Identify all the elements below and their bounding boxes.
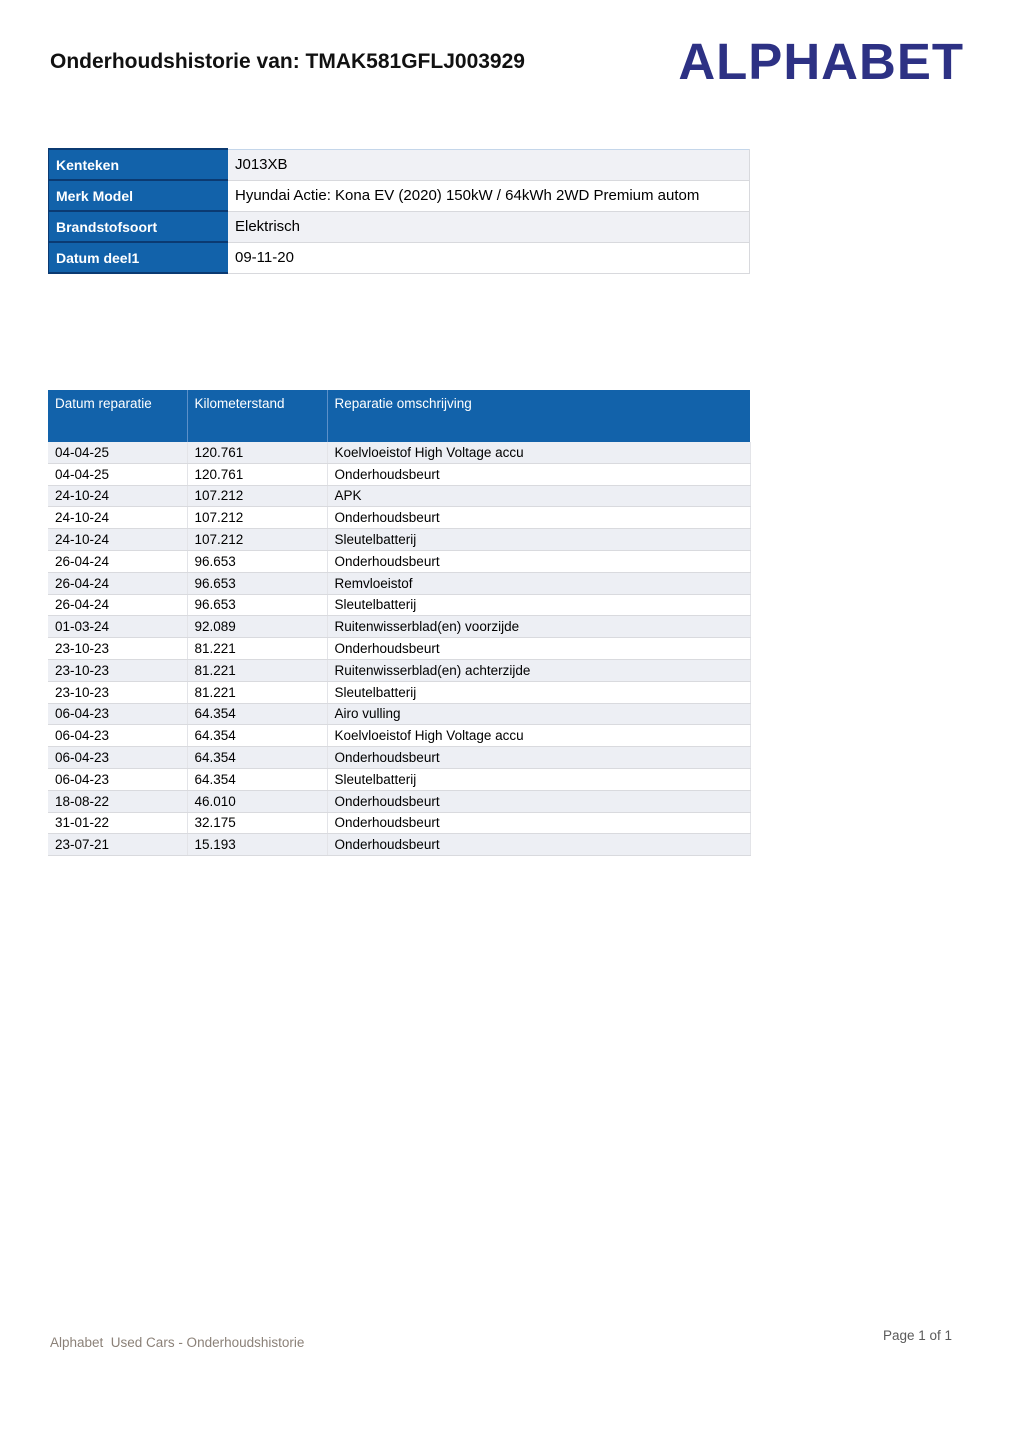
history-cell-description: Onderhoudsbeurt — [327, 463, 750, 485]
history-cell-description: Onderhoudsbeurt — [327, 507, 750, 529]
page-title: Onderhoudshistorie van: TMAK581GFLJ003929 — [50, 50, 525, 73]
history-cell-description: Onderhoudsbeurt — [327, 747, 750, 769]
history-cell-date: 31-01-22 — [48, 812, 187, 834]
history-row — [48, 507, 750, 529]
history-cell-date: 26-04-24 — [48, 572, 187, 594]
history-cell-date: 24-10-24 — [48, 507, 187, 529]
history-cell-date: 06-04-23 — [48, 725, 187, 747]
history-cell-km: 96.653 — [187, 594, 327, 616]
history-cell-date: 23-10-23 — [48, 659, 187, 681]
history-cell-description: Onderhoudsbeurt — [327, 790, 750, 812]
history-row — [48, 550, 750, 572]
history-cell-date: 24-10-24 — [48, 529, 187, 551]
history-cell-km: 64.354 — [187, 725, 327, 747]
info-label: Datum deel1 — [49, 242, 229, 273]
history-cell-description: Sleutelbatterij — [327, 768, 750, 790]
history-cell-description: Koelvloeistof High Voltage accu — [327, 442, 750, 463]
info-row — [49, 149, 750, 180]
history-cell-km: 64.354 — [187, 747, 327, 769]
info-row — [49, 211, 750, 242]
info-label: Merk Model — [49, 180, 229, 211]
info-value: Hyundai Actie: Kona EV (2020) 150kW / 64kWh 2WD Premium autom — [228, 180, 750, 211]
history-row — [48, 768, 750, 790]
history-column-header: Reparatie omschrijving — [327, 390, 750, 442]
history-cell-km: 107.212 — [187, 529, 327, 551]
footer-document-name: Alphabet Used Cars - Onderhoudshistorie — [50, 1335, 305, 1350]
info-value: 09-11-20 — [228, 242, 750, 273]
history-cell-date: 04-04-25 — [48, 463, 187, 485]
info-row — [49, 180, 750, 211]
history-row — [48, 747, 750, 769]
history-cell-km: 107.212 — [187, 485, 327, 507]
history-cell-description: Remvloeistof — [327, 572, 750, 594]
footer-page-number: Page 1 of 1 — [882, 1328, 952, 1343]
history-cell-km: 120.761 — [187, 442, 327, 463]
history-cell-km: 96.653 — [187, 550, 327, 572]
history-cell-date: 04-04-25 — [48, 442, 187, 463]
history-cell-km: 81.221 — [187, 681, 327, 703]
history-cell-date: 23-10-23 — [48, 681, 187, 703]
history-cell-description: Onderhoudsbeurt — [327, 812, 750, 834]
info-value: Elektrisch — [228, 211, 750, 242]
history-cell-km: 64.354 — [187, 768, 327, 790]
info-row — [49, 242, 750, 273]
history-cell-description: Koelvloeistof High Voltage accu — [327, 725, 750, 747]
history-cell-km: 46.010 — [187, 790, 327, 812]
alphabet-logo: ALPHABET — [678, 33, 964, 90]
history-cell-description: APK — [327, 485, 750, 507]
vehicle-info-table — [48, 148, 750, 274]
history-cell-km: 64.354 — [187, 703, 327, 725]
history-column-header: Datum reparatie — [48, 390, 187, 442]
history-cell-description: Onderhoudsbeurt — [327, 550, 750, 572]
maintenance-history-table — [48, 390, 751, 856]
history-row — [48, 594, 750, 616]
history-row — [48, 834, 750, 856]
history-column-header: Kilometerstand — [187, 390, 327, 442]
history-body — [48, 442, 750, 856]
history-cell-description: Sleutelbatterij — [327, 529, 750, 551]
history-row — [48, 681, 750, 703]
history-cell-km: 81.221 — [187, 638, 327, 660]
history-row — [48, 616, 750, 638]
history-cell-description: Sleutelbatterij — [327, 594, 750, 616]
history-cell-km: 96.653 — [187, 572, 327, 594]
history-row — [48, 638, 750, 660]
history-cell-km: 15.193 — [187, 834, 327, 856]
history-cell-km: 120.761 — [187, 463, 327, 485]
history-cell-date: 24-10-24 — [48, 485, 187, 507]
history-row — [48, 572, 750, 594]
history-row — [48, 703, 750, 725]
info-value: J013XB — [228, 149, 750, 180]
history-cell-description: Onderhoudsbeurt — [327, 834, 750, 856]
history-cell-date: 23-10-23 — [48, 638, 187, 660]
history-cell-date: 06-04-23 — [48, 768, 187, 790]
history-cell-description: Airo vulling — [327, 703, 750, 725]
history-cell-description: Ruitenwisserblad(en) achterzijde — [327, 659, 750, 681]
history-cell-km: 32.175 — [187, 812, 327, 834]
history-cell-description: Ruitenwisserblad(en) voorzijde — [327, 616, 750, 638]
history-cell-date: 26-04-24 — [48, 550, 187, 572]
history-cell-km: 107.212 — [187, 507, 327, 529]
history-cell-date: 06-04-23 — [48, 703, 187, 725]
history-row — [48, 790, 750, 812]
vehicle-info-body — [49, 149, 750, 273]
history-row — [48, 442, 750, 463]
info-label: Kenteken — [49, 149, 229, 180]
history-header-row — [48, 390, 750, 442]
history-cell-date: 01-03-24 — [48, 616, 187, 638]
history-cell-km: 92.089 — [187, 616, 327, 638]
history-cell-date: 06-04-23 — [48, 747, 187, 769]
history-cell-date: 23-07-21 — [48, 834, 187, 856]
history-row — [48, 812, 750, 834]
info-label: Brandstofsoort — [49, 211, 229, 242]
history-row — [48, 463, 750, 485]
history-row — [48, 725, 750, 747]
history-cell-date: 26-04-24 — [48, 594, 187, 616]
history-cell-description: Onderhoudsbeurt — [327, 638, 750, 660]
history-cell-date: 18-08-22 — [48, 790, 187, 812]
history-row — [48, 659, 750, 681]
history-row — [48, 529, 750, 551]
history-row — [48, 485, 750, 507]
history-cell-km: 81.221 — [187, 659, 327, 681]
history-cell-description: Sleutelbatterij — [327, 681, 750, 703]
